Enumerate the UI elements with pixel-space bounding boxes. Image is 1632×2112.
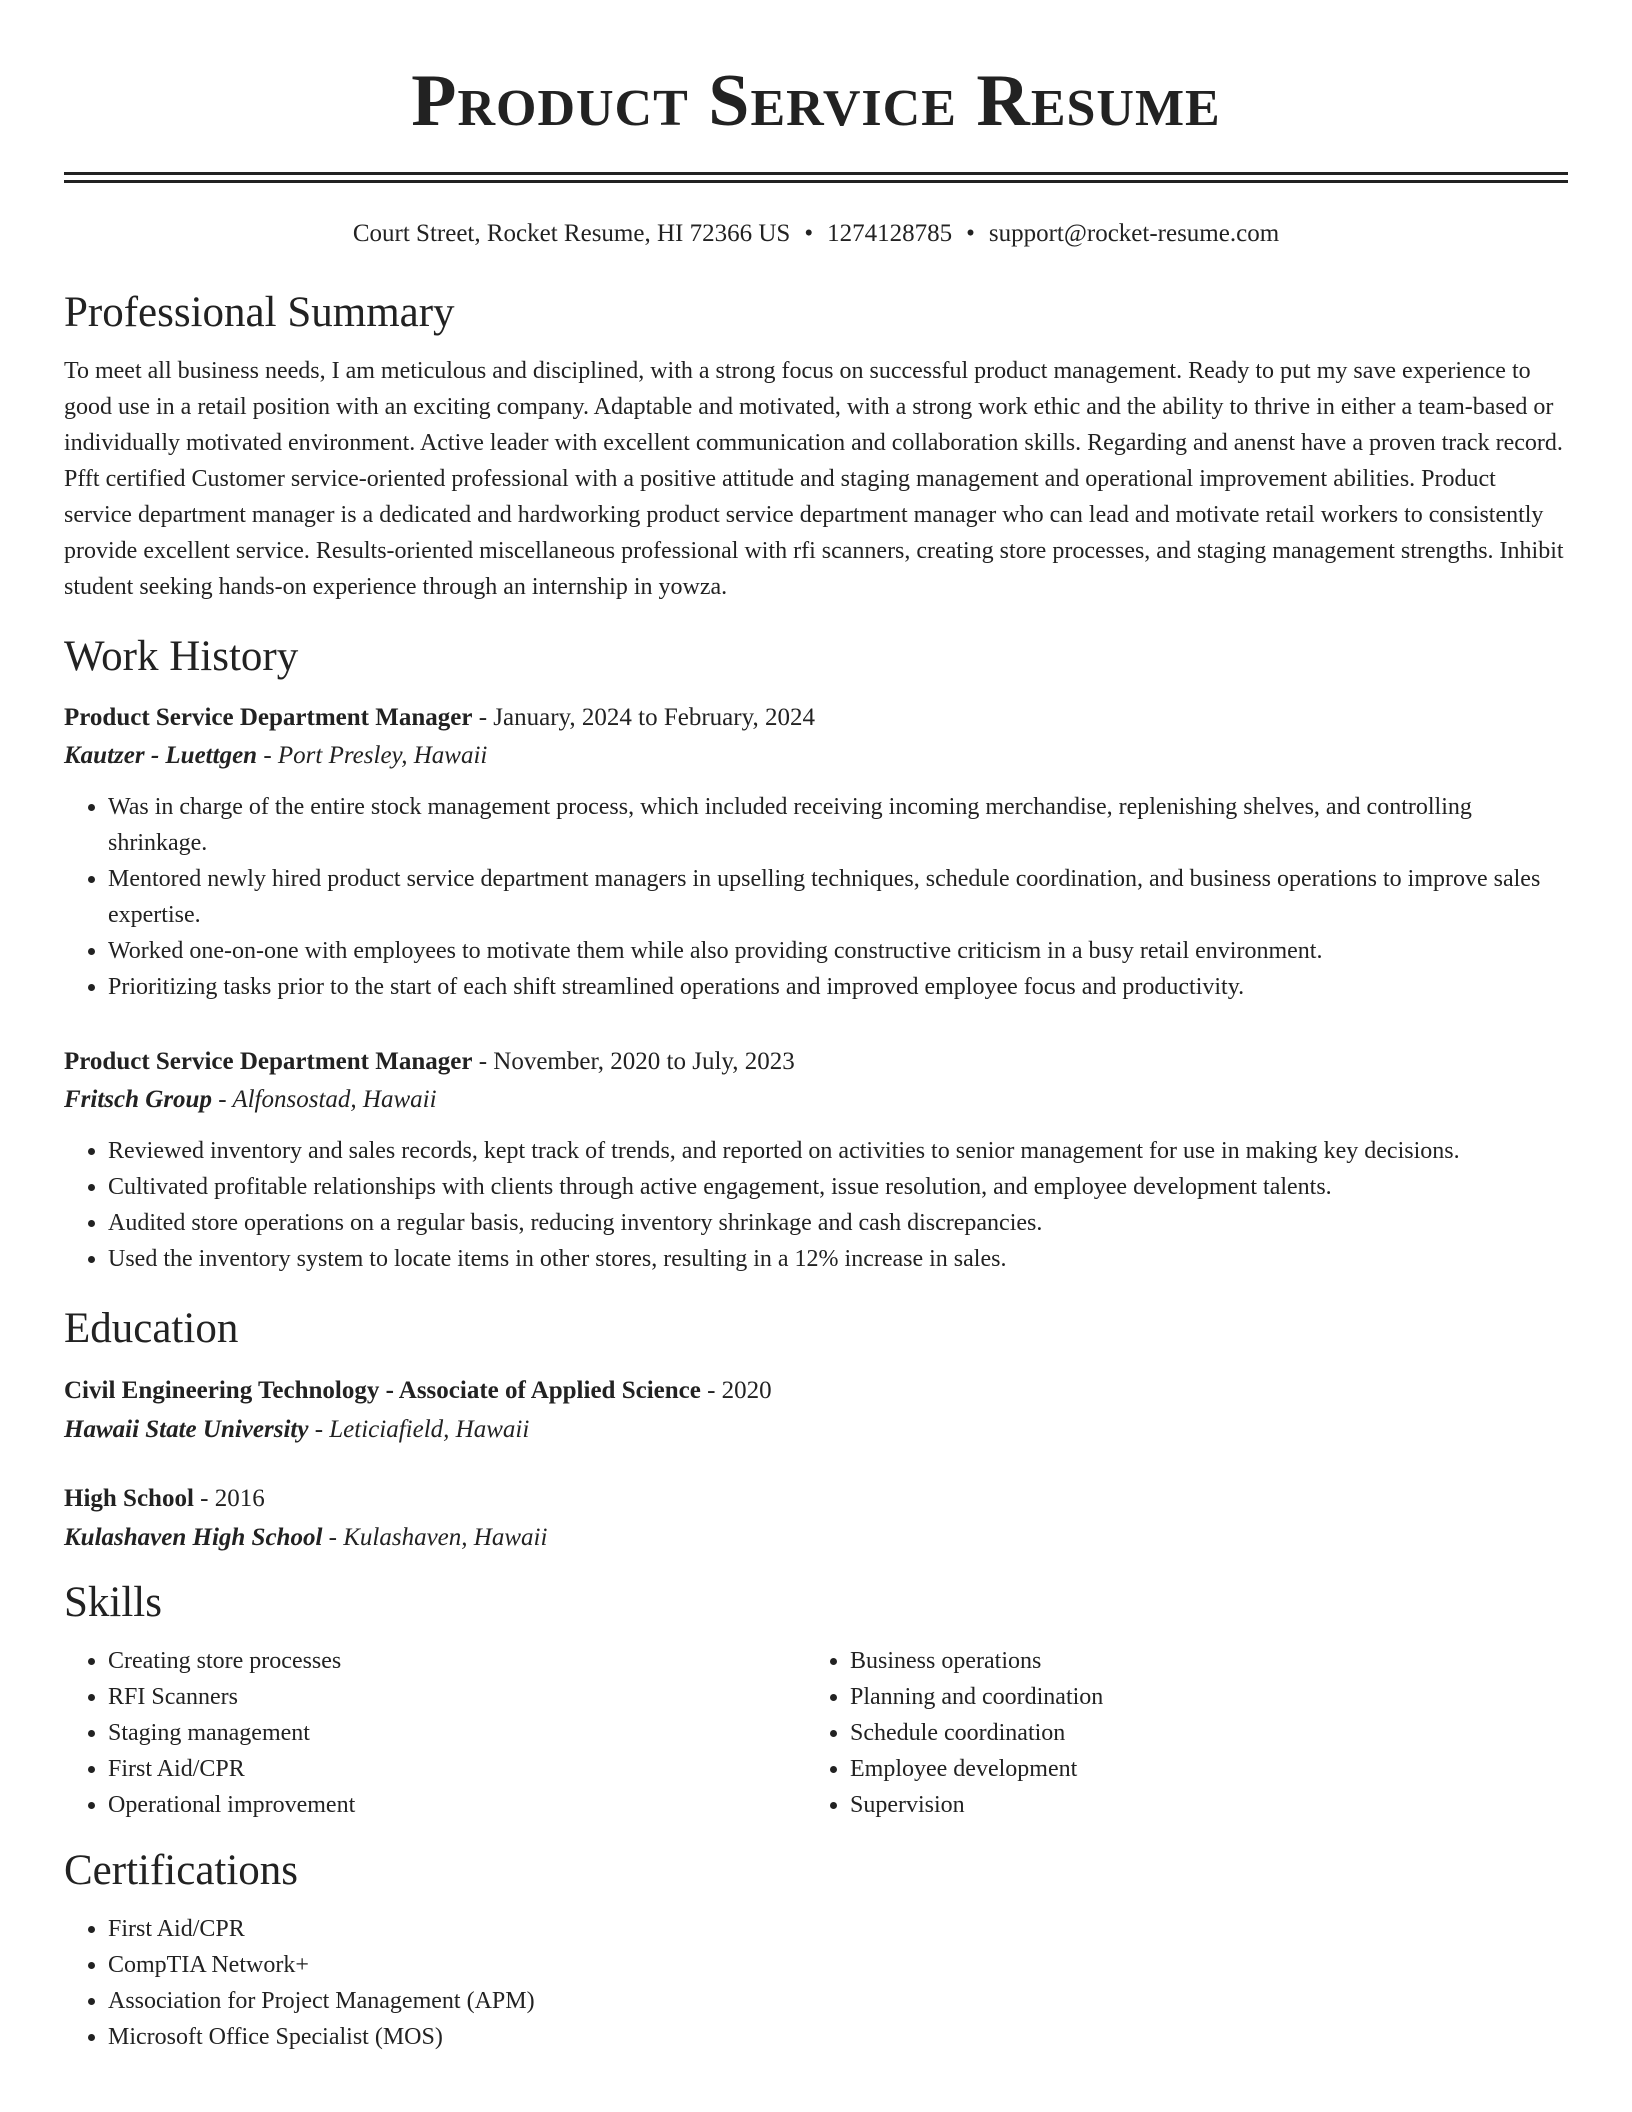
skills-list — [806, 1643, 1548, 1823]
skill-item: • First Aid/CPR — [108, 1751, 806, 1787]
certification-item: • CompTIA Network+ — [108, 1947, 1568, 1983]
skills-column-right — [806, 1643, 1548, 1823]
skill-item: • Creating store processes — [108, 1643, 806, 1679]
skill-item: • Employee development — [850, 1751, 1548, 1787]
job-bullets — [64, 789, 1568, 1005]
job-company: Kautzer - Luettgen — [64, 742, 258, 769]
education-degree: High School — [64, 1485, 194, 1512]
education-school: Hawaii State University — [64, 1416, 309, 1443]
education-entry — [64, 1371, 1568, 1449]
certification-item: • First Aid/CPR — [108, 1911, 1568, 1947]
skills-column-left — [64, 1643, 806, 1823]
contact-separator: • — [966, 220, 975, 247]
contact-address: Court Street, Rocket Resume, HI 72366 US — [352, 220, 791, 247]
skill-item: • Staging management — [108, 1715, 806, 1751]
skills-heading: Skills — [64, 1579, 162, 1626]
job-bullet: • Prioritizing tasks prior to the start of each shift streamlined operations and improved employee focus and productivity. — [108, 969, 1568, 1005]
education-year: - 2020 — [700, 1377, 772, 1404]
job-company: Fritsch Group — [64, 1086, 212, 1113]
certifications-list — [64, 1911, 1568, 2055]
job-bullet: • Mentored newly hired product service department managers in upselling techniques, schedule coordination, and business operations to improve sales expertise. — [108, 861, 1568, 933]
certifications-heading: Certifications — [64, 1847, 299, 1894]
work-history-heading: Work History — [64, 633, 299, 680]
summary-text: To meet all business needs, I am meticulous and disciplined, with a strong focus on successful product management. Ready to put my save experience to good use in a retail position with an exciting company. Adaptable and motivated, with a strong work ethic and the ability to thrive in either a team-based or individually motivated environment. Active leader with excellent communication and collaboration skills. Regarding and anenst have a proven track record. Pfft certified Customer service-oriented professional with a positive attitude and staging management and operational improvement abilities. Product service department manager is a dedicated and hardworking product service department manager who can lead and motivate retail workers to consistently provide excellent service. Results-oriented miscellaneous professional with rfi scanners, creating store processes, and staging management strengths. Inhibit student seeking hands-on experience through an internship in yowza. — [64, 358, 1564, 600]
job-bullet: • Was in charge of the entire stock management process, which included receiving incoming merchandise, replenishing shelves, and controlling shrinkage. — [108, 789, 1568, 861]
education-school: Kulashaven High School — [64, 1524, 323, 1551]
job-bullet: • Audited store operations on a regular basis, reducing inventory shrinkage and cash discrepancies. — [108, 1205, 1568, 1241]
education-location: - Kulashaven, Hawaii — [322, 1524, 548, 1551]
job-dates: - November, 2020 to July, 2023 — [472, 1048, 795, 1075]
education-school-line — [64, 1518, 1568, 1557]
summary-heading: Professional Summary — [64, 289, 455, 336]
certification-item: • Microsoft Office Specialist (MOS) — [108, 2019, 1568, 2055]
job-bullet: • Used the inventory system to locate items in other stores, resulting in a 12% increase in sales. — [108, 1241, 1568, 1277]
job-dates: - January, 2024 to February, 2024 — [472, 704, 815, 731]
contact-line — [64, 217, 1568, 251]
job-location: - Port Presley, Hawaii — [257, 742, 488, 769]
education-entry — [64, 1479, 1568, 1557]
skills-list — [64, 1643, 806, 1823]
job-entry — [64, 699, 1568, 1005]
skill-item: • Planning and coordination — [850, 1679, 1548, 1715]
job-bullets — [64, 1133, 1568, 1277]
contact-separator: • — [804, 220, 814, 247]
job-title-line — [64, 699, 1568, 737]
job-bullet: • Worked one-on-one with employees to motivate them while also providing constructive criticism in a busy retail environment. — [108, 933, 1568, 969]
education-year: - 2016 — [193, 1485, 265, 1512]
contact-email: support@rocket-resume.com — [988, 220, 1280, 247]
skill-item: • Operational improvement — [108, 1787, 806, 1823]
education-heading: Education — [64, 1305, 239, 1352]
job-company-line — [64, 1081, 1568, 1119]
skill-item: • Business operations — [850, 1643, 1548, 1679]
certification-item: • Association for Project Management (APM) — [108, 1983, 1568, 2019]
education-degree-line — [64, 1479, 1568, 1518]
job-bullet: • Reviewed inventory and sales records, kept track of trends, and reported on activities to senior management for use in making key decisions. — [108, 1133, 1568, 1169]
skill-item: • RFI Scanners — [108, 1679, 806, 1715]
skills-grid — [64, 1643, 1568, 1823]
skill-item: • Schedule coordination — [850, 1715, 1548, 1751]
contact-phone: 1274128785 — [827, 220, 953, 247]
education-degree-line — [64, 1371, 1568, 1410]
job-title-line — [64, 1043, 1568, 1081]
education-degree: Civil Engineering Technology - Associate of Applied Science — [64, 1377, 701, 1404]
resume-title: Product Service Resume — [411, 60, 1221, 142]
education-school-line — [64, 1410, 1568, 1449]
education-location: - Leticiafield, Hawaii — [308, 1416, 530, 1443]
title-divider — [64, 172, 1568, 183]
job-role: Product Service Department Manager — [64, 704, 473, 731]
job-location: - Alfonsostad, Hawaii — [211, 1086, 437, 1113]
job-role: Product Service Department Manager — [64, 1048, 473, 1075]
job-company-line — [64, 737, 1568, 775]
skill-item: • Supervision — [850, 1787, 1548, 1823]
job-bullet: • Cultivated profitable relationships with clients through active engagement, issue resolution, and employee development talents. — [108, 1169, 1568, 1205]
job-entry — [64, 1043, 1568, 1277]
